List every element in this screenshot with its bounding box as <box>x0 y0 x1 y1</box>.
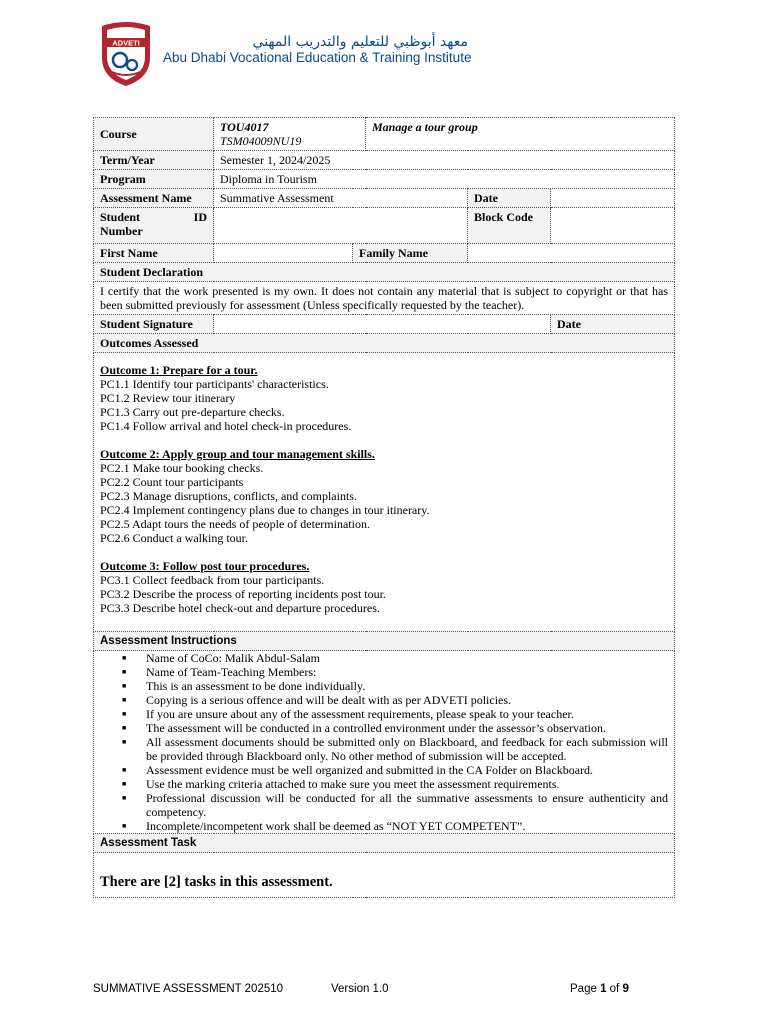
outcome-criterion: PC2.4 Implement contingency plans due to changes in tour itinerary. <box>100 503 430 517</box>
term-label: Term/Year <box>94 151 214 170</box>
page-total: 9 <box>622 983 629 995</box>
course-label: Course <box>94 118 214 151</box>
instruction-item: ■ Name of CoCo: Malik Abdul-Salam <box>146 651 668 665</box>
instruction-item: ■ The assessment will be conducted in a controlled environment under the assessor’s observation. <box>146 721 668 735</box>
declaration-header: Student Declaration <box>94 263 675 282</box>
footer-page-number <box>570 983 629 995</box>
signature-date-label: Date <box>551 315 675 334</box>
instruction-item: ■ Incomplete/incompetent work shall be deemed as “NOT YET COMPETENT”. <box>146 819 668 833</box>
course-code: TOU4017 <box>220 120 269 134</box>
assessment-name-label: Assessment Name <box>94 189 214 208</box>
outcome-title: Outcome 1: Prepare for a tour. <box>100 363 258 377</box>
student-id-label-part2: ID <box>193 210 207 224</box>
svg-text:ADVETI: ADVETI <box>112 38 140 48</box>
outcome-criterion: PC2.1 Make tour booking checks. <box>100 461 264 475</box>
institute-name-arabic: معهد أبوظبي للتعليم والتدريب المهني <box>252 34 468 50</box>
instruction-item: ■ Name of Team-Teaching Members: <box>146 665 668 679</box>
instruction-item: ■ All assessment documents should be submitted only on Blackboard, and feedback for each submission will be provided through Blackboard only. No other method of submission will be accepted. <box>146 735 668 763</box>
program-label: Program <box>94 170 214 189</box>
student-id-label <box>94 208 214 244</box>
task-header: Assessment Task <box>94 834 675 853</box>
student-id-field[interactable] <box>214 208 468 244</box>
instruction-item: ■ Assessment evidence must be well organized and submitted in the CA Folder on Blackboard. <box>146 763 668 777</box>
outcome-title: Outcome 2: Apply group and tour management skills. <box>100 447 375 461</box>
instruction-item: ■ This is an assessment to be done individually. <box>146 679 668 693</box>
outcome-title: Outcome 3: Follow post tour procedures. <box>100 559 310 573</box>
family-name-field[interactable] <box>468 244 675 263</box>
signature-field[interactable] <box>214 315 551 334</box>
outcome-criterion: PC3.3 Describe hotel check-out and departure procedures. <box>100 601 380 615</box>
outcomes-header: Outcomes Assessed <box>94 334 675 353</box>
outcomes-body <box>94 353 675 632</box>
outcome-criterion: PC1.1 Identify tour participants' characteristics. <box>100 377 329 391</box>
instructions-body <box>94 651 675 834</box>
student-id-label-part3: Number <box>100 224 143 238</box>
signature-label: Student Signature <box>94 315 214 334</box>
footer-doc-title: SUMMATIVE ASSESSMENT 202510 <box>93 983 284 995</box>
outcome-criterion: PC1.2 Review tour itinerary <box>100 391 236 405</box>
declaration-text: I certify that the work presented is my own. It does not contain any material that is subject to copyright or that has been submitted previously for assessment (Unless specifically requested by the teacher). <box>94 282 675 315</box>
outcome-criterion: PC2.2 Count tour participants <box>100 475 244 489</box>
student-id-label-part1: Student <box>100 210 141 224</box>
adveti-logo <box>98 20 154 88</box>
course-code-cell <box>214 118 366 151</box>
first-name-field[interactable] <box>214 244 353 263</box>
outcome-criterion: PC2.3 Manage disruptions, conflicts, and complaints. <box>100 489 357 503</box>
task-text: There are [2] tasks in this assessment. <box>100 874 333 890</box>
outcome-criterion: PC3.2 Describe the process of reporting incidents post tour. <box>100 587 386 601</box>
instruction-item: ■ Copying is a serious offence and will be dealt with as per ADVETI policies. <box>146 693 668 707</box>
instruction-item: ■ Professional discussion will be conducted for all the summative assessments to ensure authenticity and competency. <box>146 791 668 819</box>
assessment-name-value: Summative Assessment <box>214 189 468 208</box>
footer-version: Version 1.0 <box>331 983 389 995</box>
page-current: 1 <box>600 983 607 995</box>
course-title: Manage a tour group <box>366 118 675 151</box>
date-label: Date <box>468 189 551 208</box>
instruction-item: ■ If you are unsure about any of the assessment requirements, please speak to your teacher. <box>146 707 668 721</box>
course-code-secondary: TSM04009NU19 <box>220 134 302 148</box>
outcome-criterion: PC1.3 Carry out pre-departure checks. <box>100 405 285 419</box>
instructions-header: Assessment Instructions <box>94 632 675 651</box>
first-name-label: First Name <box>94 244 214 263</box>
term-value: Semester 1, 2024/2025 <box>214 151 675 170</box>
outcome-criterion: PC1.4 Follow arrival and hotel check-in procedures. <box>100 419 352 433</box>
block-code-field[interactable] <box>551 208 675 244</box>
outcome-criterion: PC2.6 Conduct a walking tour. <box>100 531 248 545</box>
family-name-label: Family Name <box>353 244 468 263</box>
date-field[interactable] <box>551 189 675 208</box>
outcomes-list <box>100 363 668 615</box>
page-prefix: Page <box>570 983 601 995</box>
page-of: of <box>606 983 623 995</box>
task-body <box>94 853 675 898</box>
outcome-criterion: PC2.5 Adapt tours the needs of people of determination. <box>100 517 370 531</box>
instructions-list <box>100 651 668 833</box>
block-code-label: Block Code <box>468 208 551 244</box>
outcome-criterion: PC3.1 Collect feedback from tour participants. <box>100 573 325 587</box>
assessment-cover-table <box>93 117 675 898</box>
program-value: Diploma in Tourism <box>214 170 675 189</box>
instruction-item: ■ Use the marking criteria attached to make sure you meet the assessment requirements. <box>146 777 668 791</box>
institute-name-english: Abu Dhabi Vocational Education & Training Institute <box>163 50 472 65</box>
